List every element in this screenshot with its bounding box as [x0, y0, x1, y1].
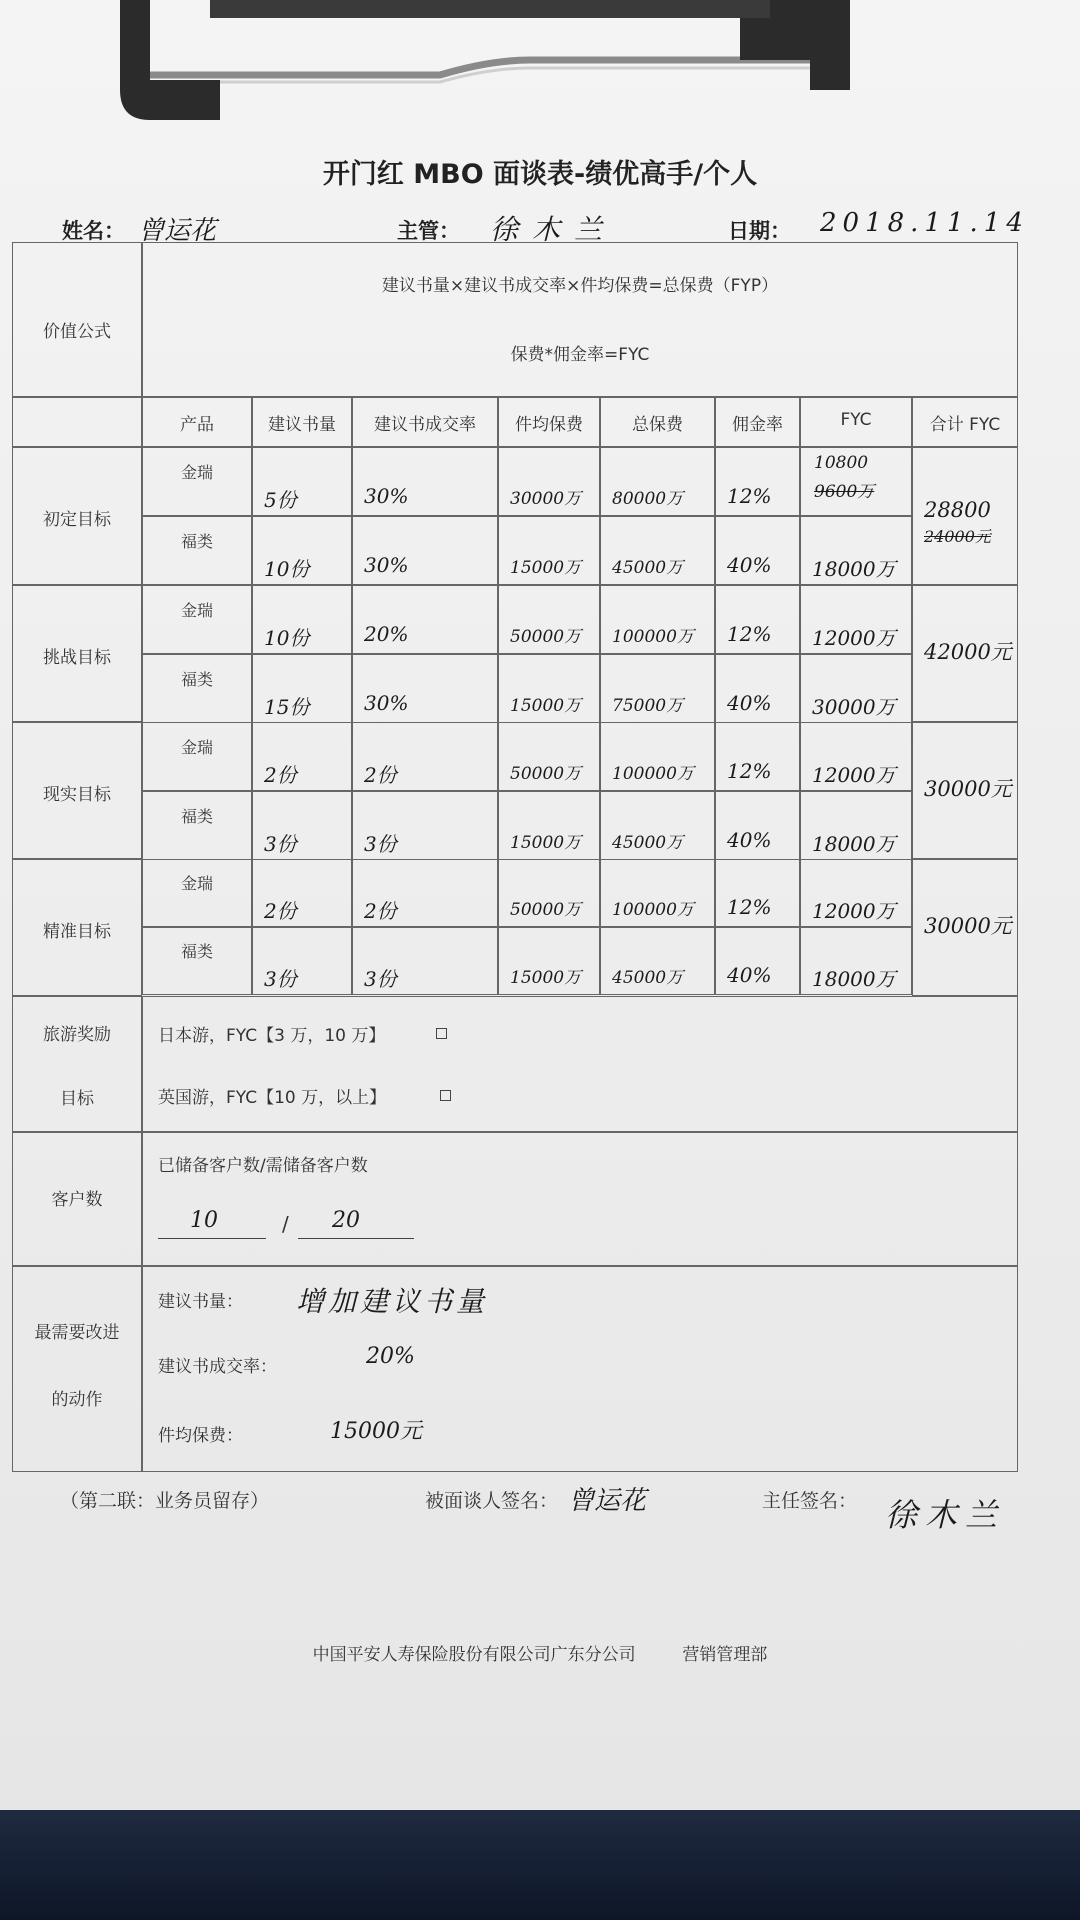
total-value: 75000万 — [612, 696, 684, 716]
rate-value: 3份 — [364, 832, 397, 856]
avg-value: 15000万 — [510, 558, 582, 578]
clients-underline — [298, 1238, 414, 1239]
improve-label-1: 最需要改进 — [34, 1323, 120, 1343]
date-value: 2018.11.14 — [820, 208, 1029, 238]
qty-value: 10份 — [264, 557, 310, 581]
group-label: 现实目标 — [43, 784, 111, 805]
comm-value: 12% — [727, 759, 772, 783]
uk-checkbox[interactable] — [440, 1090, 451, 1101]
clients-label: 客户数 — [51, 1190, 103, 1210]
group-total: 42000元 — [924, 639, 1012, 664]
product-label: 福类 — [180, 942, 213, 961]
product-label: 福类 — [180, 669, 213, 689]
rate-value: 2份 — [364, 899, 397, 923]
total-value: 100000万 — [612, 764, 694, 784]
fyc-value: 12000万 — [812, 763, 896, 787]
fyc-value: 12000万 — [812, 626, 896, 650]
qty-value: 2份 — [264, 899, 297, 923]
improve-item1-value: 增加建议书量 — [296, 1285, 489, 1318]
avg-value: 30000万 — [510, 489, 582, 509]
travel-cell — [142, 996, 1018, 1132]
group-label: 精准目标 — [43, 921, 111, 942]
comm-value: 12% — [727, 622, 772, 646]
comm-value: 40% — [727, 963, 772, 987]
rate-value: 30% — [364, 553, 409, 577]
avg-value: 50000万 — [510, 764, 582, 784]
comm-value: 40% — [727, 828, 772, 852]
column-header: 合计 FYC — [929, 415, 1001, 435]
column-header: 件均保费 — [515, 415, 583, 435]
improve-label-cell — [12, 1266, 142, 1472]
clients-reserved: 10 — [190, 1208, 218, 1233]
avg-value: 15000万 — [510, 696, 582, 716]
company-line — [0, 1640, 1080, 1665]
clipboard-clip — [110, 0, 850, 130]
avg-value: 50000万 — [510, 900, 582, 920]
improve-item2-value: 20% — [366, 1344, 415, 1369]
form-title: 开门红 MBO 面谈表-绩优高手/个人 — [322, 159, 758, 190]
rate-value: 30% — [364, 691, 409, 715]
group-label: 挑战目标 — [43, 647, 111, 668]
qty-value: 5份 — [264, 488, 297, 512]
total-value: 100000万 — [612, 900, 694, 920]
fyc-value: 30000万 — [812, 695, 896, 719]
rate-value: 20% — [364, 622, 409, 646]
director-signature: 徐木兰 — [885, 1496, 1006, 1534]
total-value: 45000万 — [612, 833, 684, 853]
qty-value: 3份 — [264, 967, 297, 991]
department-name: 营销管理部 — [682, 1645, 768, 1665]
travel-option-japan: 日本游，FYC【3 万，10 万】 — [158, 1026, 386, 1046]
qty-value: 15份 — [264, 695, 310, 719]
product-label: 金瑞 — [180, 874, 213, 893]
group-total: 30000元 — [924, 913, 1012, 938]
column-header: 佣金率 — [732, 415, 783, 435]
qty-value: 10份 — [264, 626, 310, 650]
column-header: 总保费 — [632, 415, 683, 435]
clients-description: 已储备客户数/需储备客户数 — [158, 1156, 368, 1176]
improve-label-2: 的动作 — [51, 1390, 103, 1410]
column-header: 产品 — [180, 415, 214, 435]
improve-item1-label: 建议书量： — [158, 1292, 243, 1312]
comm-value: 12% — [727, 484, 772, 508]
improve-item3-value: 15000元 — [330, 1419, 422, 1444]
clients-needed: 20 — [332, 1208, 360, 1233]
qty-value: 3份 — [264, 832, 297, 856]
desk-surface — [0, 1810, 1080, 1920]
group-total: 28800 — [924, 498, 991, 522]
avg-value: 15000万 — [510, 833, 582, 853]
total-value: 45000万 — [612, 558, 684, 578]
fyc-struck: 9600万 — [814, 482, 875, 502]
product-label: 金瑞 — [180, 737, 213, 757]
table-corner-cell — [12, 397, 142, 447]
interviewee-signature: 曾运花 — [568, 1486, 647, 1516]
date-label: 日期： — [728, 219, 791, 243]
group-total: 30000元 — [924, 776, 1012, 801]
total-value: 45000万 — [612, 968, 684, 988]
formula-label: 价值公式 — [43, 322, 111, 342]
fyc-value: 18000万 — [812, 557, 896, 581]
fyc-value: 10800 — [814, 453, 869, 473]
rate-value: 2份 — [364, 763, 397, 787]
formula-line-2: 保费*佣金率=FYC — [510, 345, 650, 365]
column-header: 建议书量 — [268, 415, 336, 435]
japan-checkbox[interactable] — [436, 1028, 447, 1039]
travel-option-uk: 英国游，FYC【10 万，以上】 — [158, 1088, 387, 1108]
comm-value: 40% — [727, 691, 772, 715]
clients-separator: / — [282, 1212, 289, 1236]
comm-value: 12% — [727, 895, 772, 919]
column-header: FYC — [840, 410, 872, 430]
rate-value: 3份 — [364, 967, 397, 991]
clients-underline — [158, 1238, 266, 1239]
product-label: 福类 — [180, 806, 213, 826]
improve-item3-label: 件均保费： — [158, 1426, 243, 1446]
copy-note: （第二联：业务员留存） — [60, 1490, 270, 1512]
manager-label: 主管： — [397, 219, 460, 243]
name-label: 姓名： — [62, 219, 125, 243]
travel-label-cell — [12, 996, 142, 1132]
travel-label-1: 旅游奖励 — [43, 1025, 111, 1045]
improve-item2-label: 建议书成交率： — [158, 1357, 277, 1377]
director-label: 主任签名： — [762, 1490, 858, 1512]
product-label: 金瑞 — [180, 600, 213, 620]
group-label: 初定目标 — [43, 510, 111, 530]
formula-cell — [142, 242, 1018, 397]
fyc-value: 18000万 — [812, 832, 896, 856]
company-name: 中国平安人寿保险股份有限公司广东分公司 — [312, 1645, 636, 1665]
column-header: 建议书成交率 — [374, 415, 476, 435]
fyc-value: 18000万 — [812, 967, 896, 991]
rate-value: 30% — [364, 484, 409, 508]
formula-line-1: 建议书量×建议书成交率×件均保费=总保费（FYP） — [381, 276, 779, 296]
total-value: 80000万 — [612, 489, 684, 509]
travel-label-2: 目标 — [60, 1089, 94, 1109]
interviewee-label: 被面谈人签名： — [425, 1490, 559, 1512]
fyc-value: 12000万 — [812, 899, 896, 923]
avg-value: 15000万 — [510, 968, 582, 988]
product-label: 金瑞 — [180, 462, 213, 482]
group-total-struck: 24000元 — [924, 527, 991, 546]
qty-value: 2份 — [264, 763, 297, 787]
total-value: 100000万 — [612, 627, 694, 647]
product-label: 福类 — [180, 531, 213, 551]
comm-value: 40% — [727, 553, 772, 577]
name-value: 曾运花 — [138, 216, 217, 246]
avg-value: 50000万 — [510, 627, 582, 647]
manager-value: 徐木兰 — [490, 213, 617, 246]
